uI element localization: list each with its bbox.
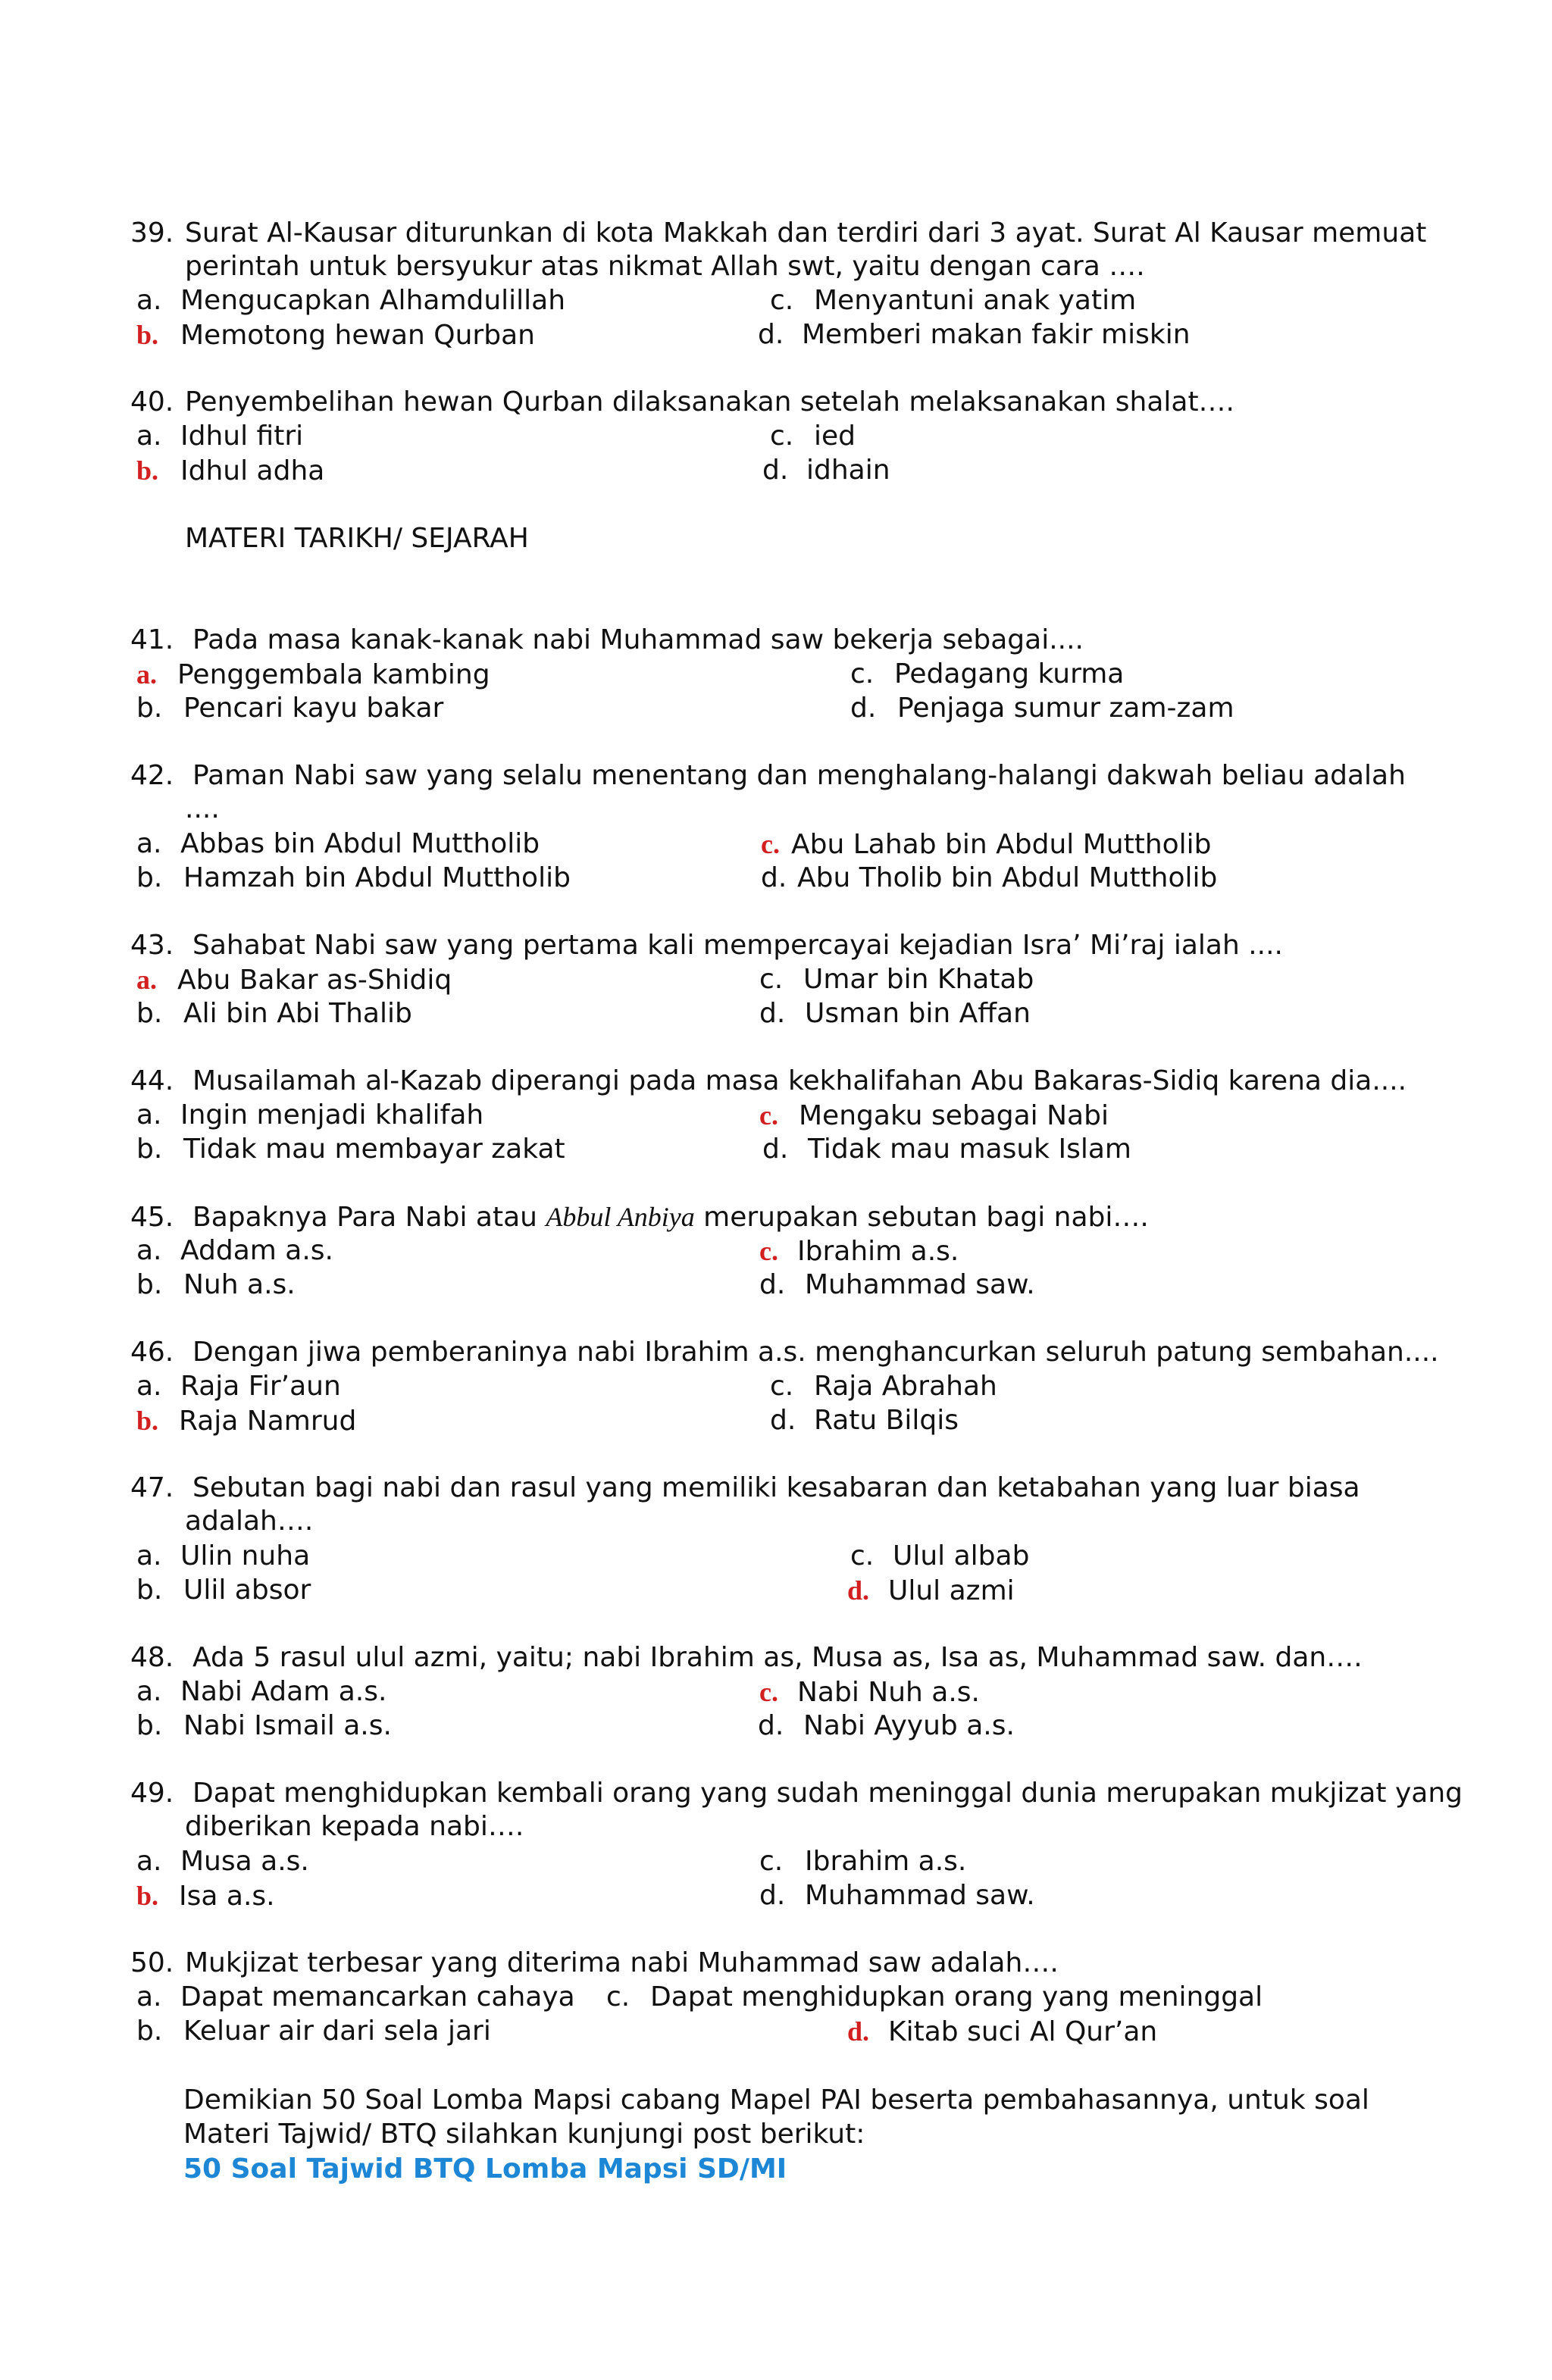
option-d: d. Usman bin Affan — [759, 998, 1031, 1029]
question-text: Pada masa kanak-kanak nabi Muhammad saw bekerja sebagai.... — [192, 624, 1084, 655]
question-text-italic: Abbul Anbiya — [546, 1202, 695, 1232]
option-b: b. Keluar air dari sela jari — [136, 2016, 491, 2047]
option-c-correct: c. Mengaku sebagai Nabi — [759, 1100, 1109, 1131]
question-number: 45. — [130, 1202, 174, 1233]
question-42 — [130, 762, 1406, 790]
section-title: MATERI TARIKH/ SEJARAH — [185, 523, 529, 554]
option-c-correct: c. Abu Lahab bin Abdul Muttholib — [761, 829, 1212, 860]
question-39 — [130, 217, 1427, 249]
question-47-line-2: adalah…. — [185, 1506, 314, 1537]
option-d: d. idhain — [762, 455, 890, 486]
option-b-correct: b. Raja Namrud — [136, 1406, 357, 1437]
option-a: a. Abbas bin Abdul Muttholib — [136, 828, 540, 859]
question-50 — [130, 1947, 1059, 1978]
option-b: b. Pencari kayu bakar — [136, 693, 444, 724]
question-49-line-2: diberikan kepada nabi…. — [185, 1811, 524, 1842]
question-46 — [130, 1339, 1439, 1366]
question-49 — [130, 1780, 1463, 1807]
question-41 — [130, 624, 1084, 655]
question-42-line-2: .... — [185, 793, 220, 824]
question-number: 39. — [130, 217, 174, 249]
closing-text-line-2: Materi Tajwid/ BTQ silahkan kunjungi post berikut: — [183, 2119, 865, 2150]
question-text-end: merupakan sebutan bagi nabi…. — [694, 1202, 1149, 1233]
question-number: 43. — [130, 930, 174, 961]
option-d-correct: d. Kitab suci Al Qur’an — [847, 2016, 1158, 2047]
option-d: d. Abu Tholib bin Abdul Muttholib — [761, 862, 1218, 893]
question-number: 46. — [130, 1337, 174, 1368]
question-text: Ada 5 rasul ulul azmi, yaitu; nabi Ibrahim as, Musa as, Isa as, Muhammad saw. dan…. — [192, 1642, 1363, 1673]
question-text: Sahabat Nabi saw yang pertama kali mempercayai kejadian Isra’ Mi’raj ialah .... — [192, 930, 1283, 961]
option-c: c. Ulul albab — [850, 1540, 1030, 1572]
option-b: b. Ulil absor — [136, 1575, 311, 1606]
question-number: 48. — [130, 1642, 174, 1673]
option-c: c. Dapat menghidupkan orang yang meninggal — [606, 1981, 1263, 2013]
question-47 — [130, 1472, 1360, 1503]
option-b-correct: b. Isa a.s. — [136, 1881, 275, 1912]
option-c: c. Menyantuni anak yatim — [770, 285, 1137, 316]
question-text: Musailamah al-Kazab diperangi pada masa kekhalifahan Abu Bakaras-Sidiq karena dia.... — [192, 1065, 1407, 1096]
question-number: 42. — [130, 760, 174, 791]
option-b: b. Ali bin Abi Thalib — [136, 998, 412, 1029]
option-a: a. Raja Fir’aun — [136, 1371, 341, 1402]
question-text: Dapat menghidupkan kembali orang yang sudah meninggal dunia merupakan mukjizat yang — [192, 1778, 1463, 1809]
option-c: c. Pedagang kurma — [850, 658, 1125, 690]
option-d: d. Memberi makan fakir miskin — [758, 319, 1191, 350]
question-text: Dengan jiwa pemberaninya nabi Ibrahim a.s. menghancurkan seluruh patung sembahan.... — [192, 1337, 1439, 1368]
option-b: b. Tidak mau membayar zakat — [136, 1134, 565, 1165]
question-text: Paman Nabi saw yang selalu menentang dan menghalang-halangi dakwah beliau adalah — [192, 760, 1406, 791]
question-39-line-2: perintah untuk bersyukur atas nikmat Allah swt, yaitu dengan cara …. — [185, 251, 1145, 282]
question-text: Surat Al-Kausar diturunkan di kota Makkah dan terdiri dari 3 ayat. Surat Al Kausar memuat — [185, 217, 1427, 249]
question-number: 41. — [130, 624, 174, 655]
option-a: a. Dapat memancarkan cahaya — [136, 1981, 575, 2013]
question-text: Sebutan bagi nabi dan rasul yang memiliki kesabaran dan ketabahan yang luar biasa — [192, 1472, 1360, 1503]
closing-text: Demikian 50 Soal Lomba Mapsi cabang Mapel PAI beserta pembahasannya, untuk soal — [183, 2084, 1369, 2116]
option-b-correct: b. Idhul adha — [136, 455, 325, 486]
question-number: 47. — [130, 1472, 174, 1503]
option-d: d. Penjaga sumur zam-zam — [850, 693, 1234, 724]
option-c-correct: c. Nabi Nuh a.s. — [759, 1677, 980, 1708]
option-a: a. Mengucapkan Alhamdulillah — [136, 285, 566, 316]
option-d: d. Tidak mau masuk Islam — [762, 1134, 1131, 1165]
question-number: 50. — [130, 1947, 174, 1978]
option-a: a. Idhul fitri — [136, 421, 304, 452]
option-d: d. Nabi Ayyub a.s. — [758, 1710, 1015, 1741]
option-a: a. Musa a.s. — [136, 1846, 309, 1877]
question-number: 40. — [130, 386, 174, 418]
option-c-correct: c. Ibrahim a.s. — [759, 1236, 959, 1267]
option-a: a. Ingin menjadi khalifah — [136, 1099, 484, 1131]
question-44 — [130, 1065, 1407, 1096]
question-text: Mukjizat terbesar yang diterima nabi Muhammad saw adalah…. — [185, 1947, 1059, 1978]
question-43 — [130, 932, 1283, 959]
option-c: c. Ibrahim a.s. — [759, 1846, 967, 1877]
question-45 — [130, 1203, 1149, 1231]
option-c: c. Umar bin Khatab — [759, 964, 1034, 995]
option-c: c. ied — [770, 421, 856, 452]
question-number: 44. — [130, 1065, 174, 1096]
option-d: d. Muhammad saw. — [759, 1269, 1035, 1300]
related-post-link[interactable]: 50 Soal Tajwid BTQ Lomba Mapsi SD/MI — [183, 2153, 787, 2185]
question-40 — [130, 386, 1234, 418]
option-a: a. Ulin nuha — [136, 1540, 311, 1572]
option-b-correct: b. Memotong hewan Qurban — [136, 320, 535, 351]
option-a-correct: a. Abu Bakar as-Shidiq — [136, 965, 452, 996]
option-a-correct: a. Penggembala kambing — [136, 659, 490, 690]
option-d: d. Muhammad saw. — [759, 1880, 1035, 1911]
option-d-correct: d. Ulul azmi — [847, 1575, 1015, 1606]
option-b: b. Nuh a.s. — [136, 1269, 296, 1300]
option-d: d. Ratu Bilqis — [770, 1405, 959, 1436]
question-text: Penyembelihan hewan Qurban dilaksanakan setelah melaksanakan shalat…. — [185, 386, 1234, 418]
question-number: 49. — [130, 1778, 174, 1809]
question-text: Bapaknya Para Nabi atau — [192, 1202, 546, 1233]
option-b: b. Nabi Ismail a.s. — [136, 1710, 392, 1741]
question-48 — [130, 1644, 1363, 1672]
option-a: a. Nabi Adam a.s. — [136, 1676, 387, 1707]
option-a: a. Addam a.s. — [136, 1235, 333, 1266]
option-b: b. Hamzah bin Abdul Muttholib — [136, 862, 571, 893]
option-c: c. Raja Abrahah — [770, 1371, 997, 1402]
